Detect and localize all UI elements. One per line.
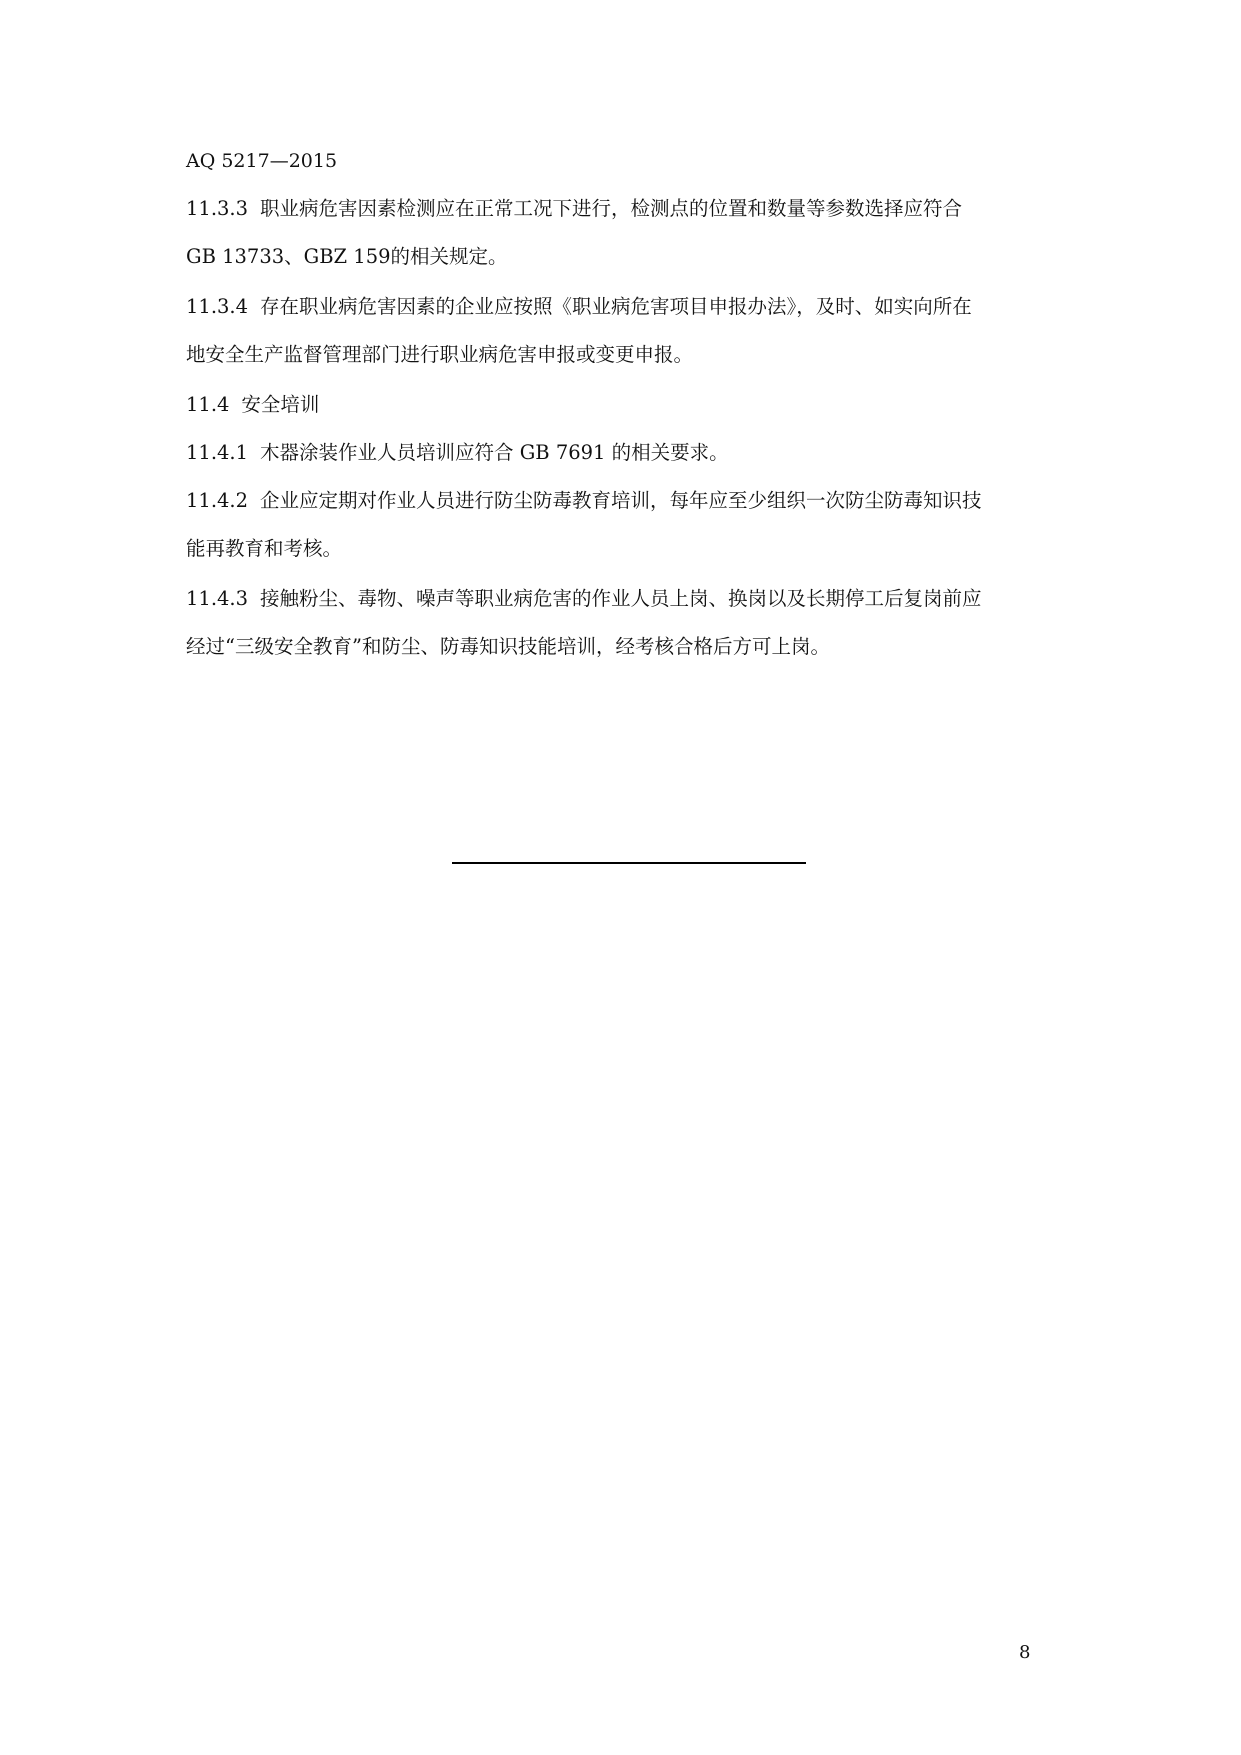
section-11-4-heading xyxy=(186,392,1056,418)
clause-11-4-3-line-2: 经过“三级安全教育”和防尘、防毒知识技能培训，经考核合格后方可上岗。 xyxy=(186,635,830,658)
clause-11-3-4-line-2: 地安全生产监督管理部门进行职业病危害申报或变更申报。 xyxy=(186,343,694,366)
clause-text: 存在职业病危害因素的企业应按照《职业病危害项目申报办法》，及时、如实向所在 xyxy=(260,295,972,318)
clause-11-3-4-line-1 xyxy=(186,294,1056,320)
clause-11-4-1-line-1 xyxy=(186,440,1056,466)
page-number: 8 xyxy=(1019,1642,1031,1663)
clause-text: 职业病危害因素检测应在正常工况下进行，检测点的位置和数量等参数选择应符合 xyxy=(260,197,963,220)
clause-number: 11.3.3 xyxy=(186,197,249,220)
clause-text: 木器涂装作业人员培训应符合 GB 7691 的相关要求。 xyxy=(260,441,729,464)
clause-11-3-3-line-1 xyxy=(186,196,1056,222)
clause-11-3-3-line-2: GB 13733、GBZ 159的相关规定。 xyxy=(186,245,508,268)
standard-code-header: AQ 5217—2015 xyxy=(186,150,338,172)
clause-text: 企业应定期对作业人员进行防尘防毒教育培训，每年应至少组织一次防尘防毒知识技 xyxy=(260,489,982,512)
section-number: 11.4 xyxy=(186,393,230,416)
clause-11-4-3-line-1 xyxy=(186,586,1056,612)
clause-number: 11.4.3 xyxy=(186,587,249,610)
clause-number: 11.4.2 xyxy=(186,489,249,512)
section-title: 安全培训 xyxy=(241,393,320,416)
end-of-document-rule xyxy=(452,862,806,864)
clause-text: 接触粉尘、毒物、噪声等职业病危害的作业人员上岗、换岗以及长期停工后复岗前应 xyxy=(260,587,982,610)
clause-number: 11.4.1 xyxy=(186,441,249,464)
document-body xyxy=(186,196,1056,684)
clause-number: 11.3.4 xyxy=(186,295,249,318)
clause-11-4-2-line-2: 能再教育和考核。 xyxy=(186,537,343,560)
clause-11-4-2-line-1 xyxy=(186,488,1056,514)
